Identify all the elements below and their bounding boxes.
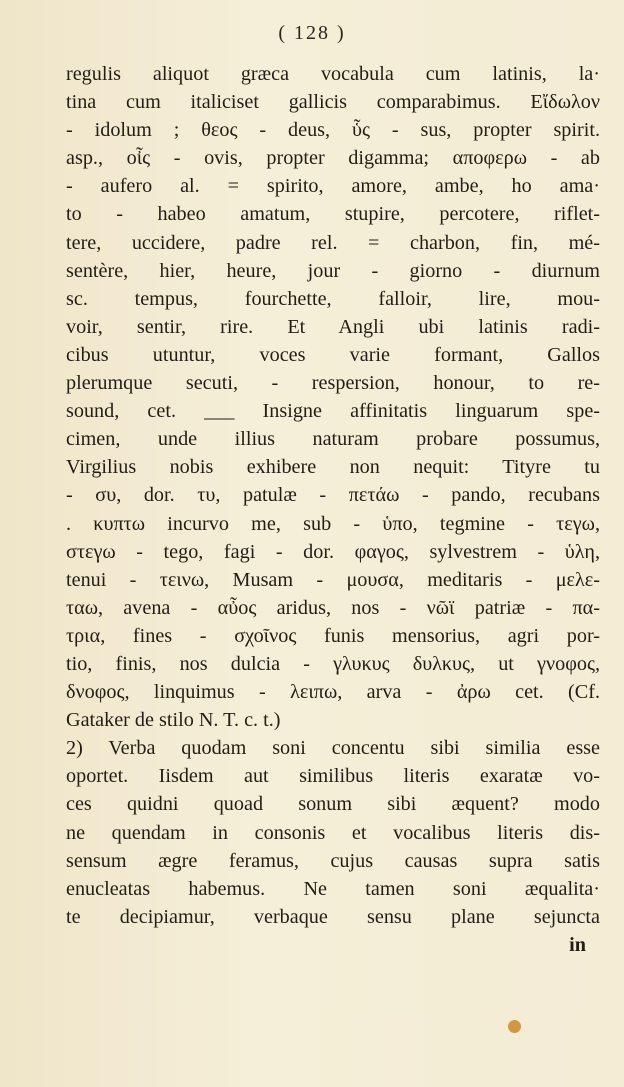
text-line: sc. tempus, fourchette, falloir, lire, mou- [66, 287, 600, 310]
text-line: . κυπτω incurvo me, sub - ὑπο, tegmine - τεγω, [66, 512, 600, 535]
text-line: plerumque secuti, - respersion, honour, to re- [66, 372, 600, 395]
text-line: - aufero al. = spirito, amore, ambe, ho ama· [66, 175, 600, 198]
text-line: regulis aliquot græca vocabula cum latinis, la· [66, 63, 600, 85]
text-line: sensum ægre feramus, cujus causas supra satis [66, 849, 600, 872]
text-line: ταω, avena - αὖος aridus, nos - νῶϊ patriæ - πα- [66, 596, 600, 619]
ink-stain [508, 1020, 521, 1033]
text-line: στεγω - tego, fagi - dor. φαγος, sylvestrem - ὑλη, [66, 540, 600, 563]
text-line: τρια, fines - σχοῖνος funis mensorius, agri por- [66, 624, 600, 647]
text-line: Virgilius nobis exhibere non nequit: Tityre tu [66, 456, 600, 479]
text-line: cimen, unde illius naturam probare possumus, [66, 428, 600, 451]
text-line: tio, finis, nos dulcia - γλυκυς δυλκυς, ut γνοφος, [66, 652, 600, 675]
text-line: sound, cet. ___ Insigne affinitatis linguarum spe- [66, 400, 600, 423]
text-line: asp., οἶς - ovis, propter digamma; αποφερω - ab [66, 147, 600, 170]
text-line: - συ, dor. τυ, patulæ - πετάω - pando, recubans [66, 484, 600, 507]
text-line: ne quendam in consonis et vocalibus literis dis- [66, 821, 600, 844]
text-line: Gataker de stilo N. T. c. t.) [66, 709, 281, 732]
page-number: ( 128 ) [278, 22, 346, 44]
text-line: - idolum ; θεος - deus, ὗς - sus, propter spirit. [66, 119, 600, 142]
text-line: ces quidni quoad sonum sibi æquent? modo [66, 793, 600, 816]
text-line: oportet. Iisdem aut similibus literis exaratæ vo- [66, 765, 600, 788]
text-line: tina cum italiciset gallicis comparabimus. Εἴδωλον [66, 91, 600, 114]
text-line: tere, uccidere, padre rel. = charbon, fin, mé- [66, 231, 600, 254]
text-line: voir, sentir, rire. Et Angli ubi latinis radi- [66, 315, 600, 338]
catchword: in [569, 933, 586, 956]
text-line: tenui - τεινω, Musam - μουσα, meditaris - μελε- [66, 568, 600, 591]
body-text [66, 60, 600, 959]
text-line: te decipiamur, verbaque sensu plane sejuncta [66, 905, 600, 928]
text-line: sentère, hier, heure, jour - giorno - diurnum [66, 259, 600, 282]
text-line: δνοφος, linquimus - λειπω, arva - ἀρω cet. (Cf. [66, 681, 600, 704]
text-line: cibus utuntur, voces varie formant, Gallos [66, 343, 600, 366]
text-line: to - habeo amatum, stupire, percotere, riflet- [66, 203, 600, 226]
text-line: enucleatas habemus. Ne tamen soni æqualita· [66, 877, 600, 900]
text-line: 2) Verba quodam soni concentu sibi similia esse [66, 737, 600, 760]
